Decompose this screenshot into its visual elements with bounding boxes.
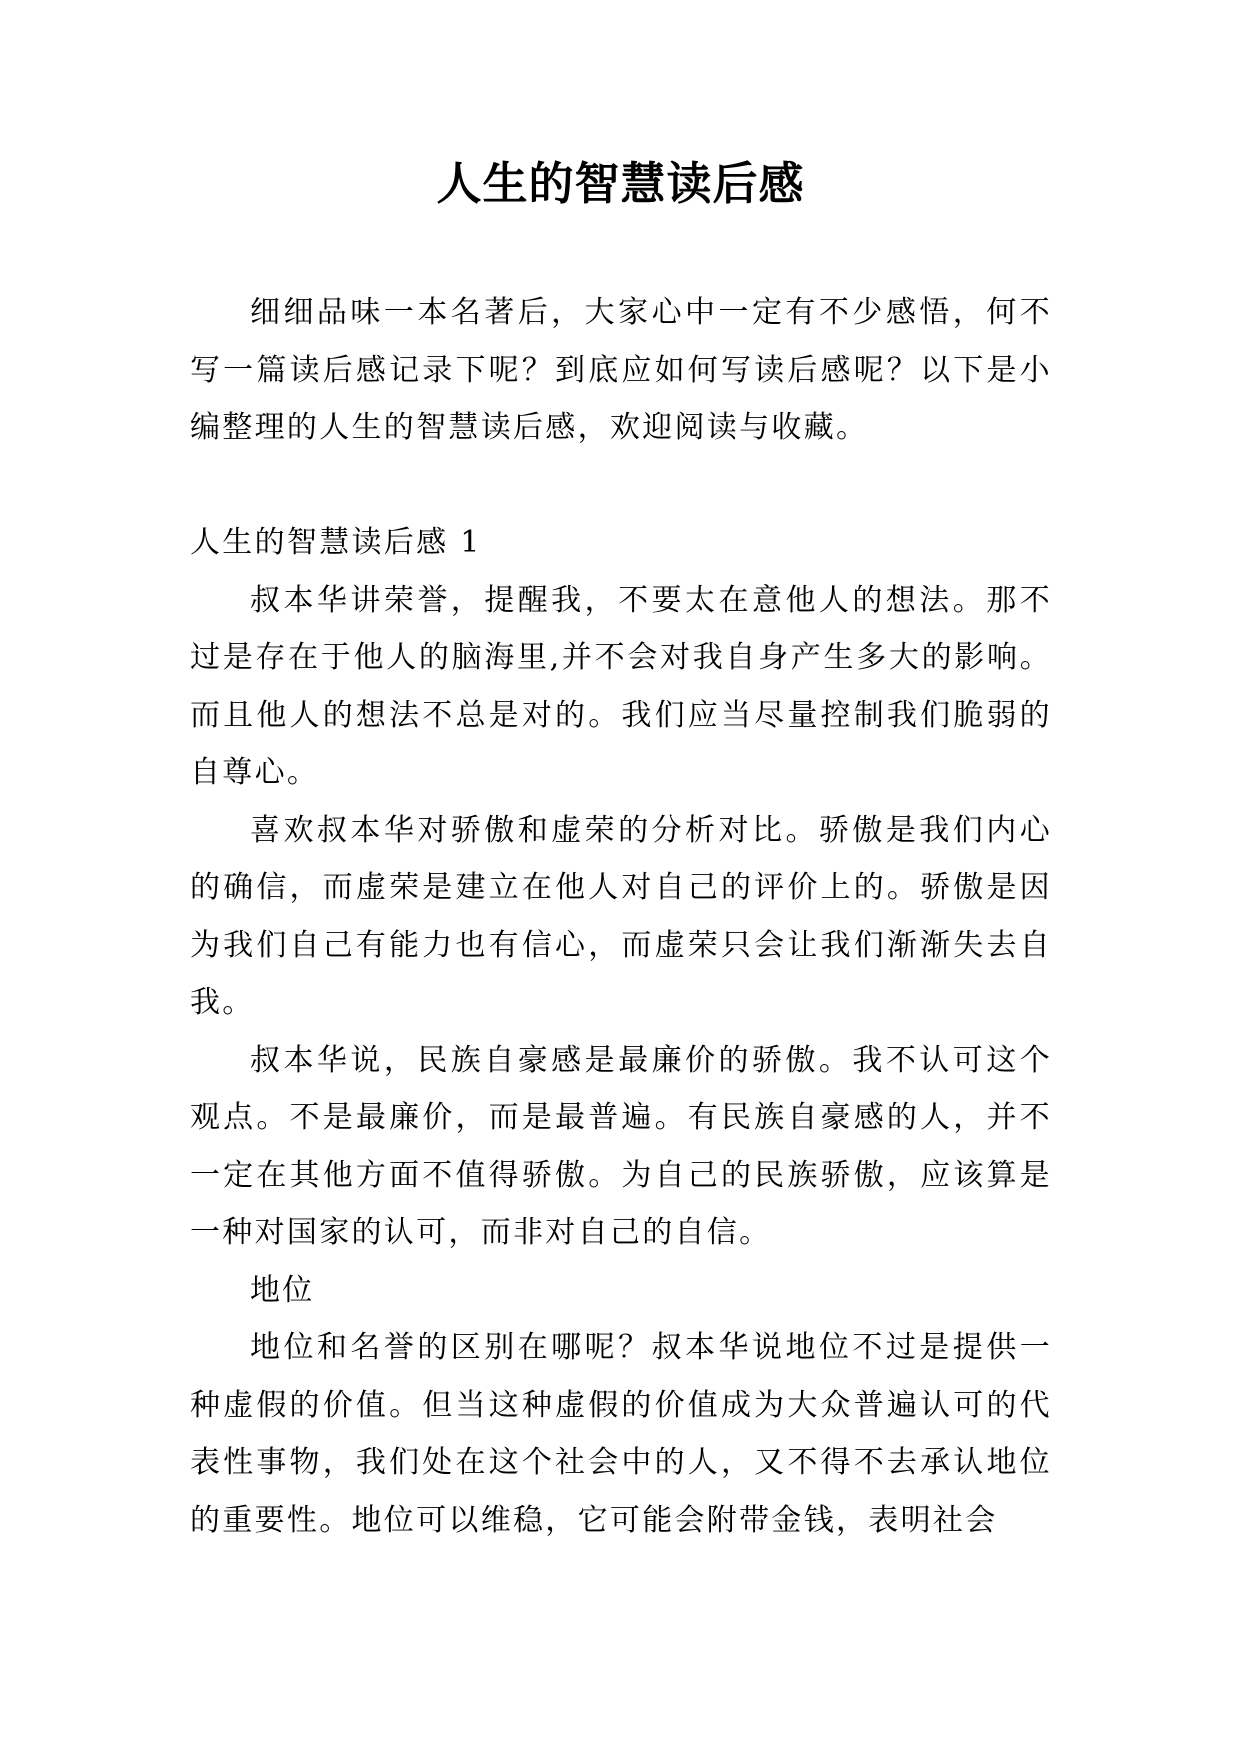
body-paragraph-4: 地位和名誉的区别在哪呢？叔本华说地位不过是提供一种虚假的价值。但当这种虚假的价值成为大众普遍认可的代表性事物，我们处在这个社会中的人，又不得不去承认地位的重要性。地位可以维稳，它可能会附带金钱，表明社会 <box>190 1330 1052 1538</box>
paragraph-gap <box>190 457 1052 515</box>
document-body <box>190 284 1052 1549</box>
subheading-status: 地位 <box>250 1272 315 1308</box>
body-paragraph-1: 叔本华讲荣誉，提醒我，不要太在意他人的想法。那不过是存在于他人的脑海里,并不会对我自身产生多大的影响。而且他人的想法不总是对的。我们应当尽量控制我们脆弱的自尊心。 <box>190 582 1052 790</box>
intro-paragraph: 细细品味一本名著后，大家心中一定有不少感悟，何不写一篇读后感记录下呢？到底应如何写读后感呢？以下是小编整理的人生的智慧读后感，欢迎阅读与收藏。 <box>190 295 1052 445</box>
body-paragraph-3: 叔本华说，民族自豪感是最廉价的骄傲。我不认可这个观点。不是最廉价，而是最普遍。有民族自豪感的人，并不一定在其他方面不值得骄傲。为自己的民族骄傲，应该算是一种对国家的认可，而非对自己的自信。 <box>190 1042 1052 1250</box>
section-heading: 人生的智慧读后感 1 <box>190 525 482 560</box>
body-paragraph-2: 喜欢叔本华对骄傲和虚荣的分析对比。骄傲是我们内心的确信，而虚荣是建立在他人对自己的评价上的。骄傲是因为我们自己有能力也有信心，而虚荣只会让我们渐渐失去自我。 <box>190 812 1052 1020</box>
document-title: 人生的智慧读后感 <box>436 157 805 210</box>
